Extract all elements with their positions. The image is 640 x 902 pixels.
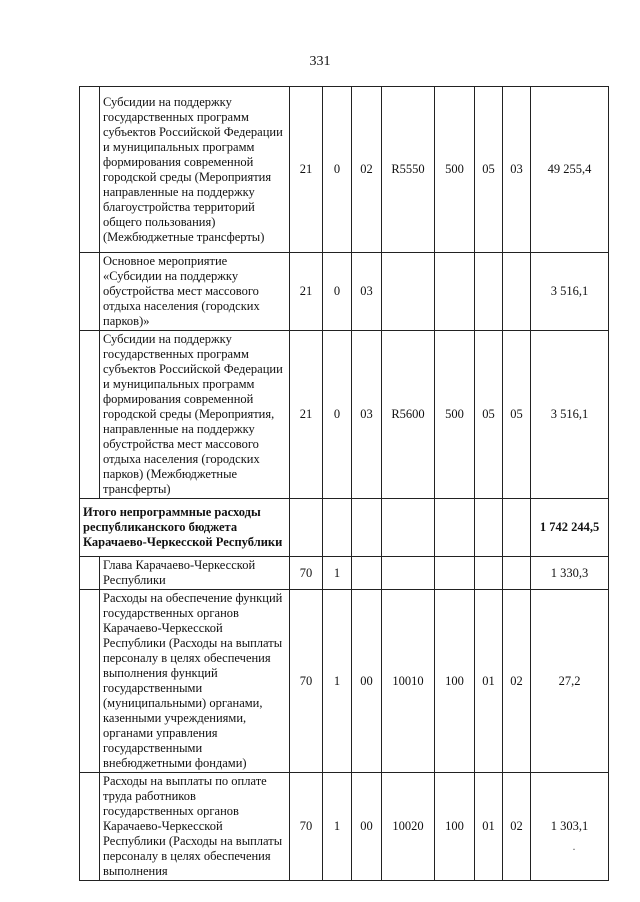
code-cell-c7 <box>503 499 531 557</box>
code-cell-c6 <box>475 253 503 331</box>
code-cell-c5 <box>435 253 475 331</box>
indent-cell <box>80 557 100 590</box>
code-cell-c1: 70 <box>290 557 323 590</box>
amount-cell: 1 330,3 <box>531 557 609 590</box>
code-cell-c5: 100 <box>435 773 475 881</box>
amount-cell: 3 516,1 <box>531 331 609 499</box>
code-cell-c7: 02 <box>503 773 531 881</box>
table-body <box>80 87 609 881</box>
code-cell-c1 <box>290 499 323 557</box>
code-cell-c4 <box>382 253 435 331</box>
table-row <box>80 499 609 557</box>
table-row <box>80 87 609 253</box>
table-row <box>80 773 609 881</box>
code-cell-c6: 01 <box>475 590 503 773</box>
code-cell-c5 <box>435 499 475 557</box>
code-cell-c7 <box>503 253 531 331</box>
code-cell-c2: 1 <box>323 773 352 881</box>
code-cell-c5: 500 <box>435 87 475 253</box>
code-cell-c6: 01 <box>475 773 503 881</box>
code-cell-c2: 1 <box>323 557 352 590</box>
amount-cell: 1 742 244,5 <box>531 499 609 557</box>
indent-cell <box>80 87 100 253</box>
table-row <box>80 253 609 331</box>
code-cell-c5: 100 <box>435 590 475 773</box>
amount-cell: 27,2 <box>531 590 609 773</box>
name-cell: Итого непрограммные расходы республиканского бюджета Карачаево-Черкесской Республики <box>80 499 290 557</box>
indent-cell <box>80 773 100 881</box>
code-cell-c3 <box>352 499 382 557</box>
name-cell: Субсидии на поддержку государственных программ субъектов Российской Федерации и муниципальных программ формирования современной городской среды (Мероприятия направленные на поддержку благоустройства территорий общего пользования) (Межбюджетные трансферты) <box>100 87 290 253</box>
code-cell-c2: 0 <box>323 253 352 331</box>
code-cell-c3 <box>352 557 382 590</box>
code-cell-c1: 21 <box>290 253 323 331</box>
name-cell: Расходы на выплаты по оплате труда работников государственных органов Карачаево-Черкесской Республики (Расходы на выплаты персоналу в целях обеспечения выполнения <box>100 773 290 881</box>
table-row <box>80 557 609 590</box>
code-cell-c3: 02 <box>352 87 382 253</box>
code-cell-c3: 03 <box>352 331 382 499</box>
code-cell-c4: R5600 <box>382 331 435 499</box>
budget-table <box>79 86 609 881</box>
amount-cell: 1 303,1 <box>531 773 609 881</box>
code-cell-c4: R5550 <box>382 87 435 253</box>
code-cell-c6 <box>475 499 503 557</box>
name-cell: Субсидии на поддержку государственных программ субъектов Российской Федерации и муниципальных программ формирования современной городской среды (Мероприятия, направленные на поддержку обустройства мест массового отдыха населения (городских парков) (Межбюджетные трансферты) <box>100 331 290 499</box>
code-cell-c3: 00 <box>352 773 382 881</box>
scan-mark: · <box>572 842 576 856</box>
code-cell-c1: 70 <box>290 773 323 881</box>
code-cell-c6: 05 <box>475 331 503 499</box>
code-cell-c2: 0 <box>323 87 352 253</box>
code-cell-c2: 0 <box>323 331 352 499</box>
code-cell-c3: 00 <box>352 590 382 773</box>
amount-cell: 49 255,4 <box>531 87 609 253</box>
code-cell-c4 <box>382 499 435 557</box>
code-cell-c7: 02 <box>503 590 531 773</box>
code-cell-c2: 1 <box>323 590 352 773</box>
indent-cell <box>80 253 100 331</box>
code-cell-c4: 10020 <box>382 773 435 881</box>
table-row <box>80 590 609 773</box>
name-cell: Глава Карачаево-Черкесской Республики <box>100 557 290 590</box>
indent-cell <box>80 331 100 499</box>
indent-cell <box>80 590 100 773</box>
code-cell-c5: 500 <box>435 331 475 499</box>
code-cell-c2 <box>323 499 352 557</box>
name-cell: Расходы на обеспечение функций государственных органов Карачаево-Черкесской Республики (Расходы на выплаты персоналу в целях обеспечения выполнения функций государственными (муниципальными) органами, казенными учреждениями, органами управления государственными внебюджетными фондами) <box>100 590 290 773</box>
page-number: 331 <box>309 54 331 69</box>
code-cell-c7: 05 <box>503 331 531 499</box>
code-cell-c4 <box>382 557 435 590</box>
code-cell-c3: 03 <box>352 253 382 331</box>
name-cell: Основное мероприятие «Субсидии на поддержку обустройства мест массового отдыха населения (городских парков)» <box>100 253 290 331</box>
code-cell-c5 <box>435 557 475 590</box>
code-cell-c1: 21 <box>290 331 323 499</box>
amount-cell: 3 516,1 <box>531 253 609 331</box>
table-row <box>80 331 609 499</box>
code-cell-c7 <box>503 557 531 590</box>
code-cell-c1: 21 <box>290 87 323 253</box>
code-cell-c6: 05 <box>475 87 503 253</box>
code-cell-c6 <box>475 557 503 590</box>
code-cell-c1: 70 <box>290 590 323 773</box>
code-cell-c4: 10010 <box>382 590 435 773</box>
code-cell-c7: 03 <box>503 87 531 253</box>
